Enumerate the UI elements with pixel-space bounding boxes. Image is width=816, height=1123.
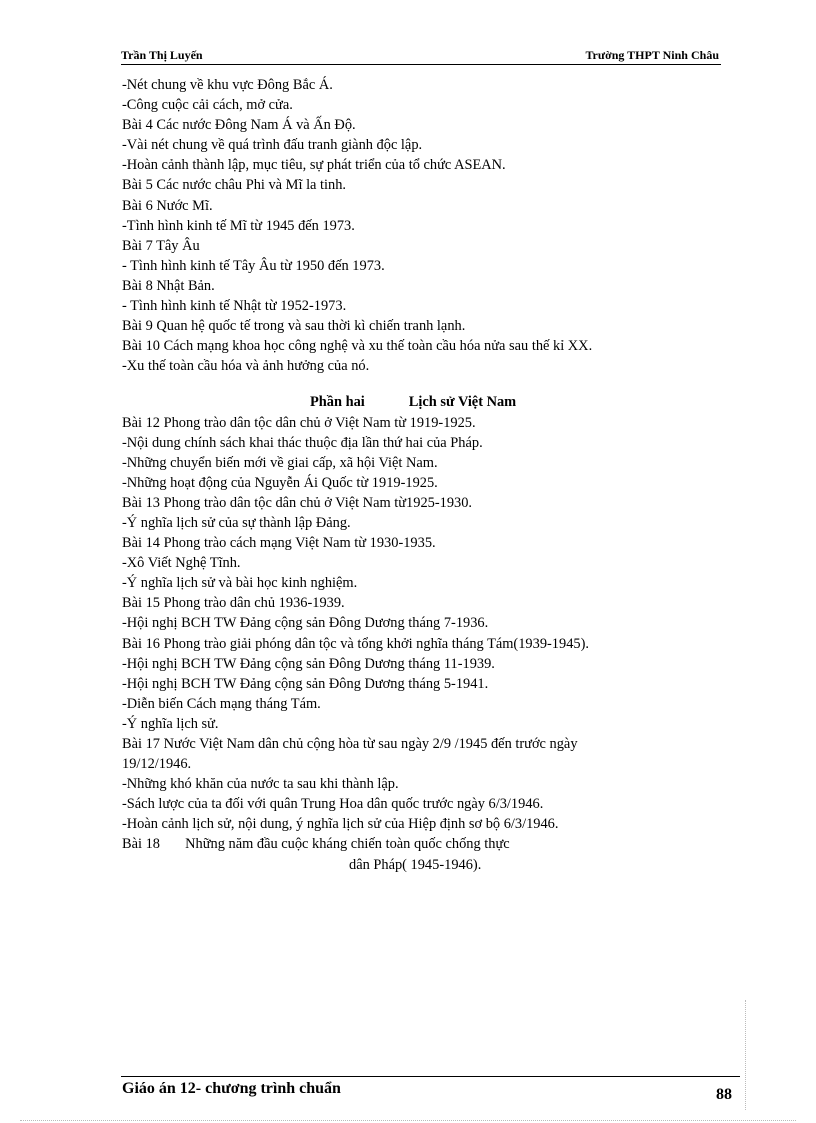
outline-line: -Ý nghĩa lịch sử và bài học kinh nghiệm. (122, 575, 358, 592)
page-bottom-guide (20, 1120, 796, 1121)
outline-line: - Tình hình kinh tế Tây Âu từ 1950 đến 1973. (122, 257, 385, 274)
header-school: Trường THPT Ninh Châu (585, 48, 719, 62)
outline-line: Bài 5 Các nước châu Phi và Mĩ la tinh. (122, 177, 347, 194)
page-margin-guide (745, 1000, 746, 1110)
outline-part-two (122, 413, 722, 875)
outline-part-one (122, 75, 722, 376)
outline-line-continuation: dân Pháp( 1945-1946). (349, 856, 482, 873)
outline-line: Bài 14 Phong trào cách mạng Việt Nam từ 1930-1935. (122, 535, 436, 552)
outline-line: Bài 16 Phong trào giải phóng dân tộc và tổng khởi nghĩa tháng Tám(1939-1945). (122, 635, 589, 652)
outline-line: -Xô Viết Nghệ Tĩnh. (122, 555, 241, 572)
outline-line: -Hoàn cảnh thành lập, mục tiêu, sự phát triển của tổ chức ASEAN. (122, 157, 506, 174)
outline-line: -Ý nghĩa lịch sử của sự thành lập Đảng. (122, 514, 351, 531)
outline-line: Bài 10 Cách mạng khoa học công nghệ và xu thế toàn cầu hóa nửa sau thế kỉ XX. (122, 338, 593, 355)
outline-line: 19/12/1946. (122, 756, 192, 773)
outline-line: Bài 15 Phong trào dân chủ 1936-1939. (122, 595, 345, 612)
outline-line: Bài 7 Tây Âu (122, 237, 200, 254)
section-title-label: Lịch sử Việt Nam (408, 394, 517, 411)
section-part-label: Phần hai (310, 394, 365, 411)
outline-line: -Những khó khăn của nước ta sau khi thành lập. (122, 776, 399, 793)
outline-line: -Ý nghĩa lịch sử. (122, 715, 219, 732)
outline-line: -Tình hình kinh tế Mĩ từ 1945 đến 1973. (122, 217, 355, 234)
outline-line: Bài 12 Phong trào dân tộc dân chủ ở Việt Nam từ 1919-1925. (122, 414, 476, 431)
footer-divider (121, 1076, 740, 1077)
outline-line: -Hội nghị BCH TW Đảng cộng sản Đông Dương tháng 7-1936. (122, 615, 489, 632)
page-header (121, 48, 721, 65)
outline-line: Bài 17 Nước Việt Nam dân chủ cộng hòa từ sau ngày 2/9 /1945 đến trước ngày (122, 736, 578, 752)
outline-line: -Những chuyển biến mới về giai cấp, xã hội Việt Nam. (122, 454, 438, 471)
outline-line: Bài 13 Phong trào dân tộc dân chủ ở Việt Nam từ1925-1930. (122, 494, 473, 511)
section-heading (122, 392, 722, 412)
outline-line: -Hội nghị BCH TW Đảng cộng sản Đông Dương tháng 5-1941. (122, 675, 489, 692)
outline-line: -Diễn biến Cách mạng tháng Tám. (122, 695, 321, 712)
outline-line: Bài 4 Các nước Đông Nam Á và Ấn Độ. (122, 117, 356, 134)
outline-line: -Những hoạt động của Nguyễn Ái Quốc từ 1919-1925. (122, 474, 438, 491)
outline-line: -Công cuộc cải cách, mở cửa. (122, 97, 293, 114)
outline-line: -Vài nét chung về quá trình đấu tranh giành độc lập. (122, 137, 423, 154)
page-number: 88 (716, 1086, 732, 1103)
outline-line: -Nét chung về khu vực Đông Bắc Á. (122, 77, 333, 93)
footer-title: Giáo án 12- chương trình chuẩn (122, 1080, 341, 1097)
outline-line: -Xu thế toàn cầu hóa và ảnh hưởng của nó. (122, 358, 370, 375)
outline-line: Bài 6 Nước Mĩ. (122, 197, 213, 214)
outline-line: Bài 8 Nhật Bản. (122, 277, 215, 294)
outline-line: -Sách lược của ta đối với quân Trung Hoa dân quốc trước ngày 6/3/1946. (122, 796, 544, 813)
header-author: Trần Thị Luyến (121, 48, 203, 62)
outline-line: Bài 18 Những năm đầu cuộc kháng chiến toàn quốc chống thực (122, 836, 510, 853)
outline-line: -Hội nghị BCH TW Đảng cộng sản Đông Dương tháng 11-1939. (122, 655, 495, 672)
outline-line: - Tình hình kinh tế Nhật từ 1952-1973. (122, 298, 347, 315)
outline-line: -Hoàn cảnh lịch sử, nội dung, ý nghĩa lịch sử của Hiệp định sơ bộ 6/3/1946. (122, 816, 559, 833)
outline-line: -Nội dung chính sách khai thác thuộc địa lần thứ hai của Pháp. (122, 434, 483, 451)
document-body (122, 75, 722, 875)
outline-line: Bài 9 Quan hệ quốc tế trong và sau thời kì chiến tranh lạnh. (122, 318, 466, 335)
